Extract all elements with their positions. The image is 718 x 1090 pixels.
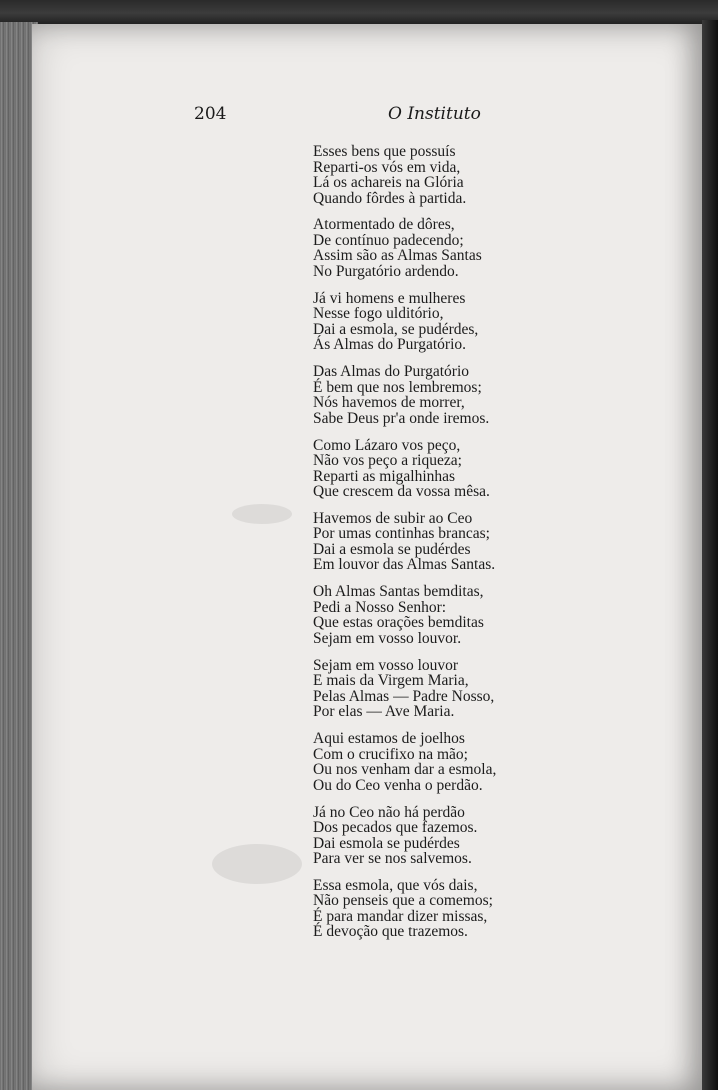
book-right-shadow <box>702 20 718 1090</box>
poem-line: Reparti as migalhinhas <box>313 467 456 485</box>
poem-line: Para ver se nos salvemos. <box>313 850 472 868</box>
stanza <box>313 805 543 878</box>
poem-line: Havemos de subir ao Ceo <box>313 509 473 527</box>
poem-line: Já no Ceo não há perdão <box>313 803 465 821</box>
stanza <box>313 658 543 731</box>
stanza <box>313 217 543 290</box>
poem-line: Esses bens que possuís <box>313 143 456 160</box>
stanza <box>313 731 543 804</box>
poem-line: Das Almas do Purgatório <box>313 363 469 381</box>
poem-line: Ou do Ceo venha o perdão. <box>313 776 483 794</box>
poem-line: Nesse fogo ulditório, <box>313 305 444 323</box>
poem-line: Não vos peço a riqueza; <box>313 452 462 470</box>
poem-line: Já vi homens e mulheres <box>313 289 466 307</box>
stanza <box>313 144 543 217</box>
poem-line: Como Lázaro vos peço, <box>313 436 461 454</box>
poem-line: Reparti-os vós em vida, <box>313 158 461 176</box>
poem-line: Em louvor das Almas Santas. <box>313 556 496 574</box>
running-title: O Instituto <box>388 104 481 124</box>
poem-line: Oh Almas Santas bemditas, <box>313 583 484 601</box>
poem-line: Aqui estamos de joelhos <box>313 730 465 748</box>
page-header <box>32 104 704 128</box>
stanza <box>313 511 543 584</box>
poem-line: Com o crucifixo na mão; <box>313 745 468 763</box>
poem-line: Não penseis que a comemos; <box>313 892 493 910</box>
page-number: 204 <box>194 104 227 124</box>
poem-line: E mais da Virgem Maria, <box>313 672 469 690</box>
stanza <box>313 364 543 437</box>
poem-line: Ou nos venham dar a esmola, <box>313 761 497 779</box>
poem-line: Dos pecados que fazemos. <box>313 819 478 837</box>
paper-smudge <box>232 504 292 524</box>
poem-line: Sejam em vosso louvor <box>313 656 459 674</box>
poem-line: Essa esmola, que vós dais, <box>313 876 478 894</box>
stanza <box>313 584 543 657</box>
poem-line: É bem que nos lembremos; <box>313 378 482 396</box>
poem-line: Por elas — Ave Maria. <box>313 703 455 721</box>
poem-line: Assim são as Almas Santas <box>313 247 482 265</box>
poem-line: Atormentado de dôres, <box>313 216 455 234</box>
stanza <box>313 878 543 951</box>
poem-line: Lá os achareis na Glória <box>313 174 464 191</box>
poem-line: Ás Almas do Purgatório. <box>313 336 466 354</box>
poem-line: Por umas continhas brancas; <box>313 525 490 543</box>
poem-line: Que crescem da vossa mêsa. <box>313 483 490 501</box>
stanza <box>313 438 543 511</box>
poem-line: Nós havemos de morrer, <box>313 394 465 412</box>
poem-line: Pedi a Nosso Senhor: <box>313 598 447 616</box>
poem-line: Dai esmola se pudérdes <box>313 834 460 852</box>
poem-line: De contínuo padecendo; <box>313 231 464 249</box>
paper-smudge <box>212 844 302 884</box>
poem-line: Pelas Almas — Padre Nosso, <box>313 687 495 705</box>
poem-line: Quando fôrdes à partida. <box>313 189 467 207</box>
poem-line: No Purgatório ardendo. <box>313 262 459 280</box>
poem <box>313 144 543 951</box>
poem-line: Dai a esmola se pudérdes <box>313 540 471 558</box>
poem-line: É devoção que trazemos. <box>313 923 468 941</box>
poem-line: Dai a esmola, se pudérdes, <box>313 320 479 338</box>
book-top-edge <box>0 0 718 26</box>
poem-line: Sabe Deus pr'a onde iremos. <box>313 409 490 427</box>
poem-line: Que estas orações bemditas <box>313 614 484 632</box>
poem-line: É para mandar dizer missas, <box>313 907 488 925</box>
poem-line: Sejam em vosso louvor. <box>313 629 462 647</box>
stanza <box>313 291 543 364</box>
